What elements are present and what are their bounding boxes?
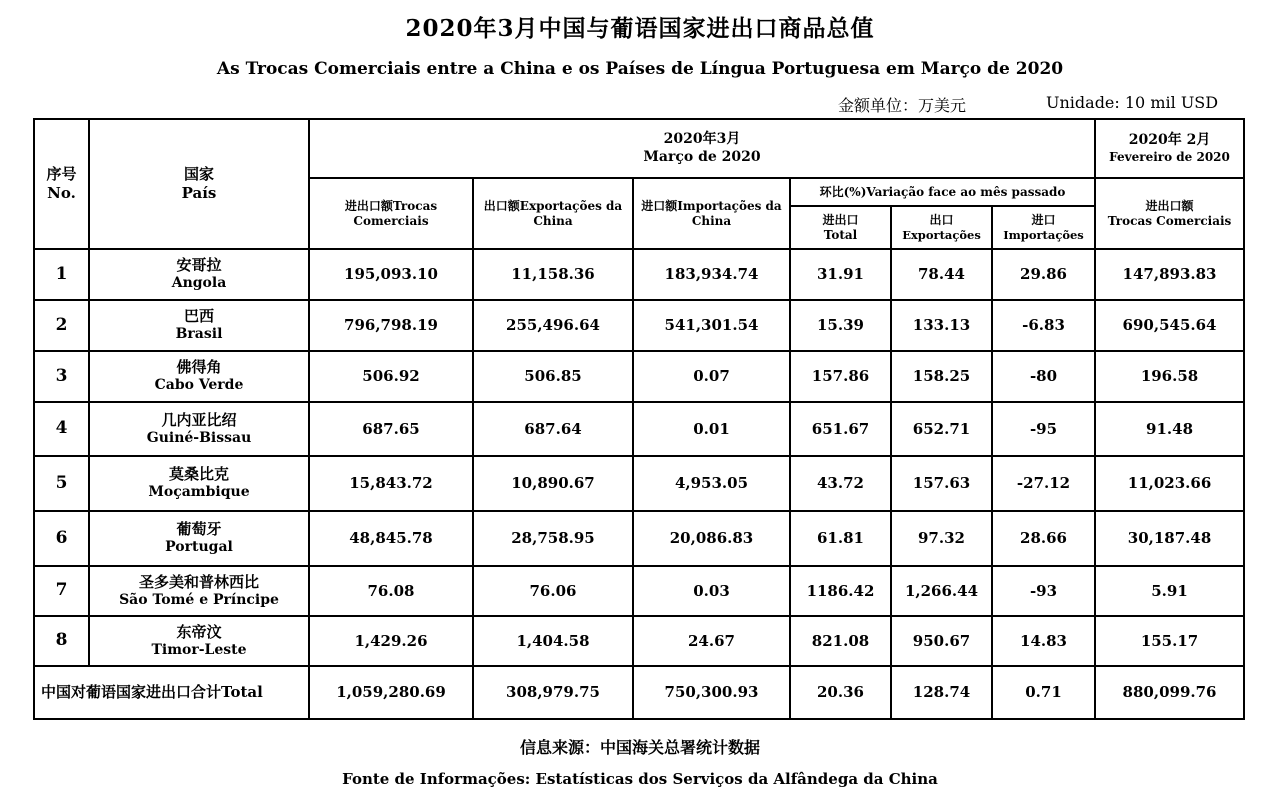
country-cell	[89, 566, 309, 616]
trade-table	[33, 118, 1245, 720]
header-march-cn: 2020年3月	[663, 131, 741, 147]
table-row	[34, 351, 1244, 402]
cell-var-total: 31.91	[790, 249, 891, 300]
cell-var-imp: 14.83	[992, 616, 1095, 666]
country-name-pt: São Tomé e Príncipe	[119, 591, 279, 608]
total-var-exp: 128.74	[891, 666, 992, 719]
cell-imports: 183,934.74	[633, 249, 790, 300]
total-label: 中国对葡语国家进出口合计Total	[34, 666, 309, 719]
cell-var-total: 43.72	[790, 456, 891, 511]
cell-feb: 91.48	[1095, 402, 1244, 456]
country-name-pt: Brasil	[175, 326, 223, 343]
country-name-pt: Angola	[171, 275, 227, 292]
header-march-pt: Março de 2020	[643, 148, 761, 165]
country-name-cn: 圣多美和普林西比	[138, 572, 259, 591]
cell-var-total: 157.86	[790, 351, 891, 402]
total-exports: 308,979.75	[473, 666, 633, 719]
header-seq-cn: 序号	[46, 165, 77, 184]
country-cell	[89, 249, 309, 300]
header-var-imp-pt: Importações	[1003, 227, 1084, 242]
cell-feb: 30,187.48	[1095, 511, 1244, 566]
table-row	[34, 456, 1244, 511]
title-portuguese: As Trocas Comerciais entre a China e os Países de Língua Portuguesa em Março de 2020	[216, 59, 1064, 79]
cell-imports: 20,086.83	[633, 511, 790, 566]
header-feb-trade-cn: 进出口额	[1145, 198, 1194, 213]
country-name-pt: Moçambique	[148, 484, 250, 501]
total-imports: 750,300.93	[633, 666, 790, 719]
cell-var-exp: 950.67	[891, 616, 992, 666]
total-var-imp: 0.71	[992, 666, 1095, 719]
table-row	[34, 566, 1244, 616]
cell-feb: 11,023.66	[1095, 456, 1244, 511]
cell-var-total: 651.67	[790, 402, 891, 456]
cell-exports: 255,496.64	[473, 300, 633, 351]
header-seq-pt: No.	[47, 184, 76, 202]
row-index: 1	[34, 249, 89, 300]
header-country-pt: País	[181, 184, 217, 202]
country-name-pt: Portugal	[165, 539, 233, 556]
cell-var-total: 61.81	[790, 511, 891, 566]
cell-exports: 687.64	[473, 402, 633, 456]
cell-var-imp: -95	[992, 402, 1095, 456]
cell-var-total: 15.39	[790, 300, 891, 351]
header-var-imp	[992, 206, 1095, 249]
cell-var-exp: 652.71	[891, 402, 992, 456]
country-cell	[89, 511, 309, 566]
header-var-exp-cn: 出口	[929, 212, 954, 227]
cell-exports: 11,158.36	[473, 249, 633, 300]
cell-var-imp: -80	[992, 351, 1095, 402]
cell-trade: 506.92	[309, 351, 473, 402]
country-cell	[89, 456, 309, 511]
source-portuguese: Fonte de Informações: Estatísticas dos Serviços da Alfândega da China	[342, 770, 938, 788]
header-row-1	[34, 119, 1244, 178]
cell-trade: 15,843.72	[309, 456, 473, 511]
header-var-exp-pt: Exportações	[902, 227, 981, 242]
cell-var-imp: -6.83	[992, 300, 1095, 351]
table-row	[34, 249, 1244, 300]
cell-feb: 147,893.83	[1095, 249, 1244, 300]
country-name-cn: 葡萄牙	[176, 520, 222, 539]
cell-exports: 10,890.67	[473, 456, 633, 511]
row-index: 6	[34, 511, 89, 566]
row-index: 5	[34, 456, 89, 511]
header-var-total	[790, 206, 891, 249]
cell-exports: 76.06	[473, 566, 633, 616]
unit-label-chinese: 金额单位：万美元	[838, 96, 967, 115]
cell-feb: 155.17	[1095, 616, 1244, 666]
country-name-cn: 东帝汶	[176, 622, 222, 641]
cell-var-total: 821.08	[790, 616, 891, 666]
cell-exports: 506.85	[473, 351, 633, 402]
row-index: 4	[34, 402, 89, 456]
header-var-total-pt: Total	[823, 227, 858, 242]
country-name-pt: Timor-Leste	[151, 641, 247, 658]
cell-trade: 687.65	[309, 402, 473, 456]
cell-var-exp: 133.13	[891, 300, 992, 351]
cell-var-imp: 28.66	[992, 511, 1095, 566]
table-row	[34, 616, 1244, 666]
row-index: 2	[34, 300, 89, 351]
country-name-cn: 莫桑比克	[168, 465, 229, 484]
cell-var-exp: 78.44	[891, 249, 992, 300]
country-cell	[89, 300, 309, 351]
total-trade: 1,059,280.69	[309, 666, 473, 719]
header-country	[89, 119, 309, 249]
title-chinese: 2020年3月中国与葡语国家进出口商品总值	[405, 15, 875, 42]
cell-feb: 690,545.64	[1095, 300, 1244, 351]
header-seq	[34, 119, 89, 249]
country-name-pt: Guiné-Bissau	[146, 429, 252, 446]
header-feb-trade	[1095, 178, 1244, 249]
country-name-cn: 佛得角	[176, 358, 222, 377]
row-index: 8	[34, 616, 89, 666]
total-feb: 880,099.76	[1095, 666, 1244, 719]
cell-var-imp: 29.86	[992, 249, 1095, 300]
cell-trade: 1,429.26	[309, 616, 473, 666]
cell-exports: 1,404.58	[473, 616, 633, 666]
cell-imports: 0.03	[633, 566, 790, 616]
country-name-pt: Cabo Verde	[154, 377, 244, 394]
total-var-total: 20.36	[790, 666, 891, 719]
table-row	[34, 402, 1244, 456]
cell-var-imp: -27.12	[992, 456, 1095, 511]
cell-imports: 4,953.05	[633, 456, 790, 511]
header-march	[309, 119, 1095, 178]
total-row	[34, 666, 1244, 719]
header-variation: 环比(%)Variação face ao mês passado	[790, 178, 1095, 206]
row-index: 7	[34, 566, 89, 616]
cell-var-exp: 157.63	[891, 456, 992, 511]
cell-imports: 541,301.54	[633, 300, 790, 351]
header-trade: 进出口额Trocas Comerciais	[309, 178, 473, 249]
cell-imports: 0.01	[633, 402, 790, 456]
country-cell	[89, 402, 309, 456]
cell-trade: 48,845.78	[309, 511, 473, 566]
cell-trade: 76.08	[309, 566, 473, 616]
table-row	[34, 511, 1244, 566]
cell-var-total: 1186.42	[790, 566, 891, 616]
table-row	[34, 300, 1244, 351]
row-index: 3	[34, 351, 89, 402]
country-name-cn: 几内亚比绍	[161, 410, 237, 429]
cell-trade: 195,093.10	[309, 249, 473, 300]
country-cell	[89, 351, 309, 402]
header-var-imp-cn: 进口	[1031, 212, 1056, 227]
header-feb-cn: 2020年 2月	[1128, 132, 1211, 149]
cell-feb: 196.58	[1095, 351, 1244, 402]
header-imports: 进口额Importações da China	[633, 178, 790, 249]
cell-var-exp: 97.32	[891, 511, 992, 566]
cell-var-imp: -93	[992, 566, 1095, 616]
header-feb-pt: Fevereiro de 2020	[1109, 149, 1230, 164]
cell-var-exp: 158.25	[891, 351, 992, 402]
cell-feb: 5.91	[1095, 566, 1244, 616]
cell-trade: 796,798.19	[309, 300, 473, 351]
country-cell	[89, 616, 309, 666]
header-feb	[1095, 119, 1244, 178]
header-exports: 出口额Exportações da China	[473, 178, 633, 249]
source-chinese: 信息来源：中国海关总署统计数据	[519, 738, 760, 757]
header-var-total-cn: 进出口	[822, 212, 859, 227]
country-name-cn: 安哥拉	[176, 256, 222, 275]
country-name-cn: 巴西	[183, 307, 214, 326]
unit-label-portuguese: Unidade: 10 mil USD	[1046, 93, 1219, 112]
header-feb-trade-pt: Trocas Comerciais	[1107, 213, 1232, 228]
header-var-exp	[891, 206, 992, 249]
cell-imports: 24.67	[633, 616, 790, 666]
cell-exports: 28,758.95	[473, 511, 633, 566]
header-country-cn: 国家	[183, 165, 214, 184]
cell-imports: 0.07	[633, 351, 790, 402]
cell-var-exp: 1,266.44	[891, 566, 992, 616]
